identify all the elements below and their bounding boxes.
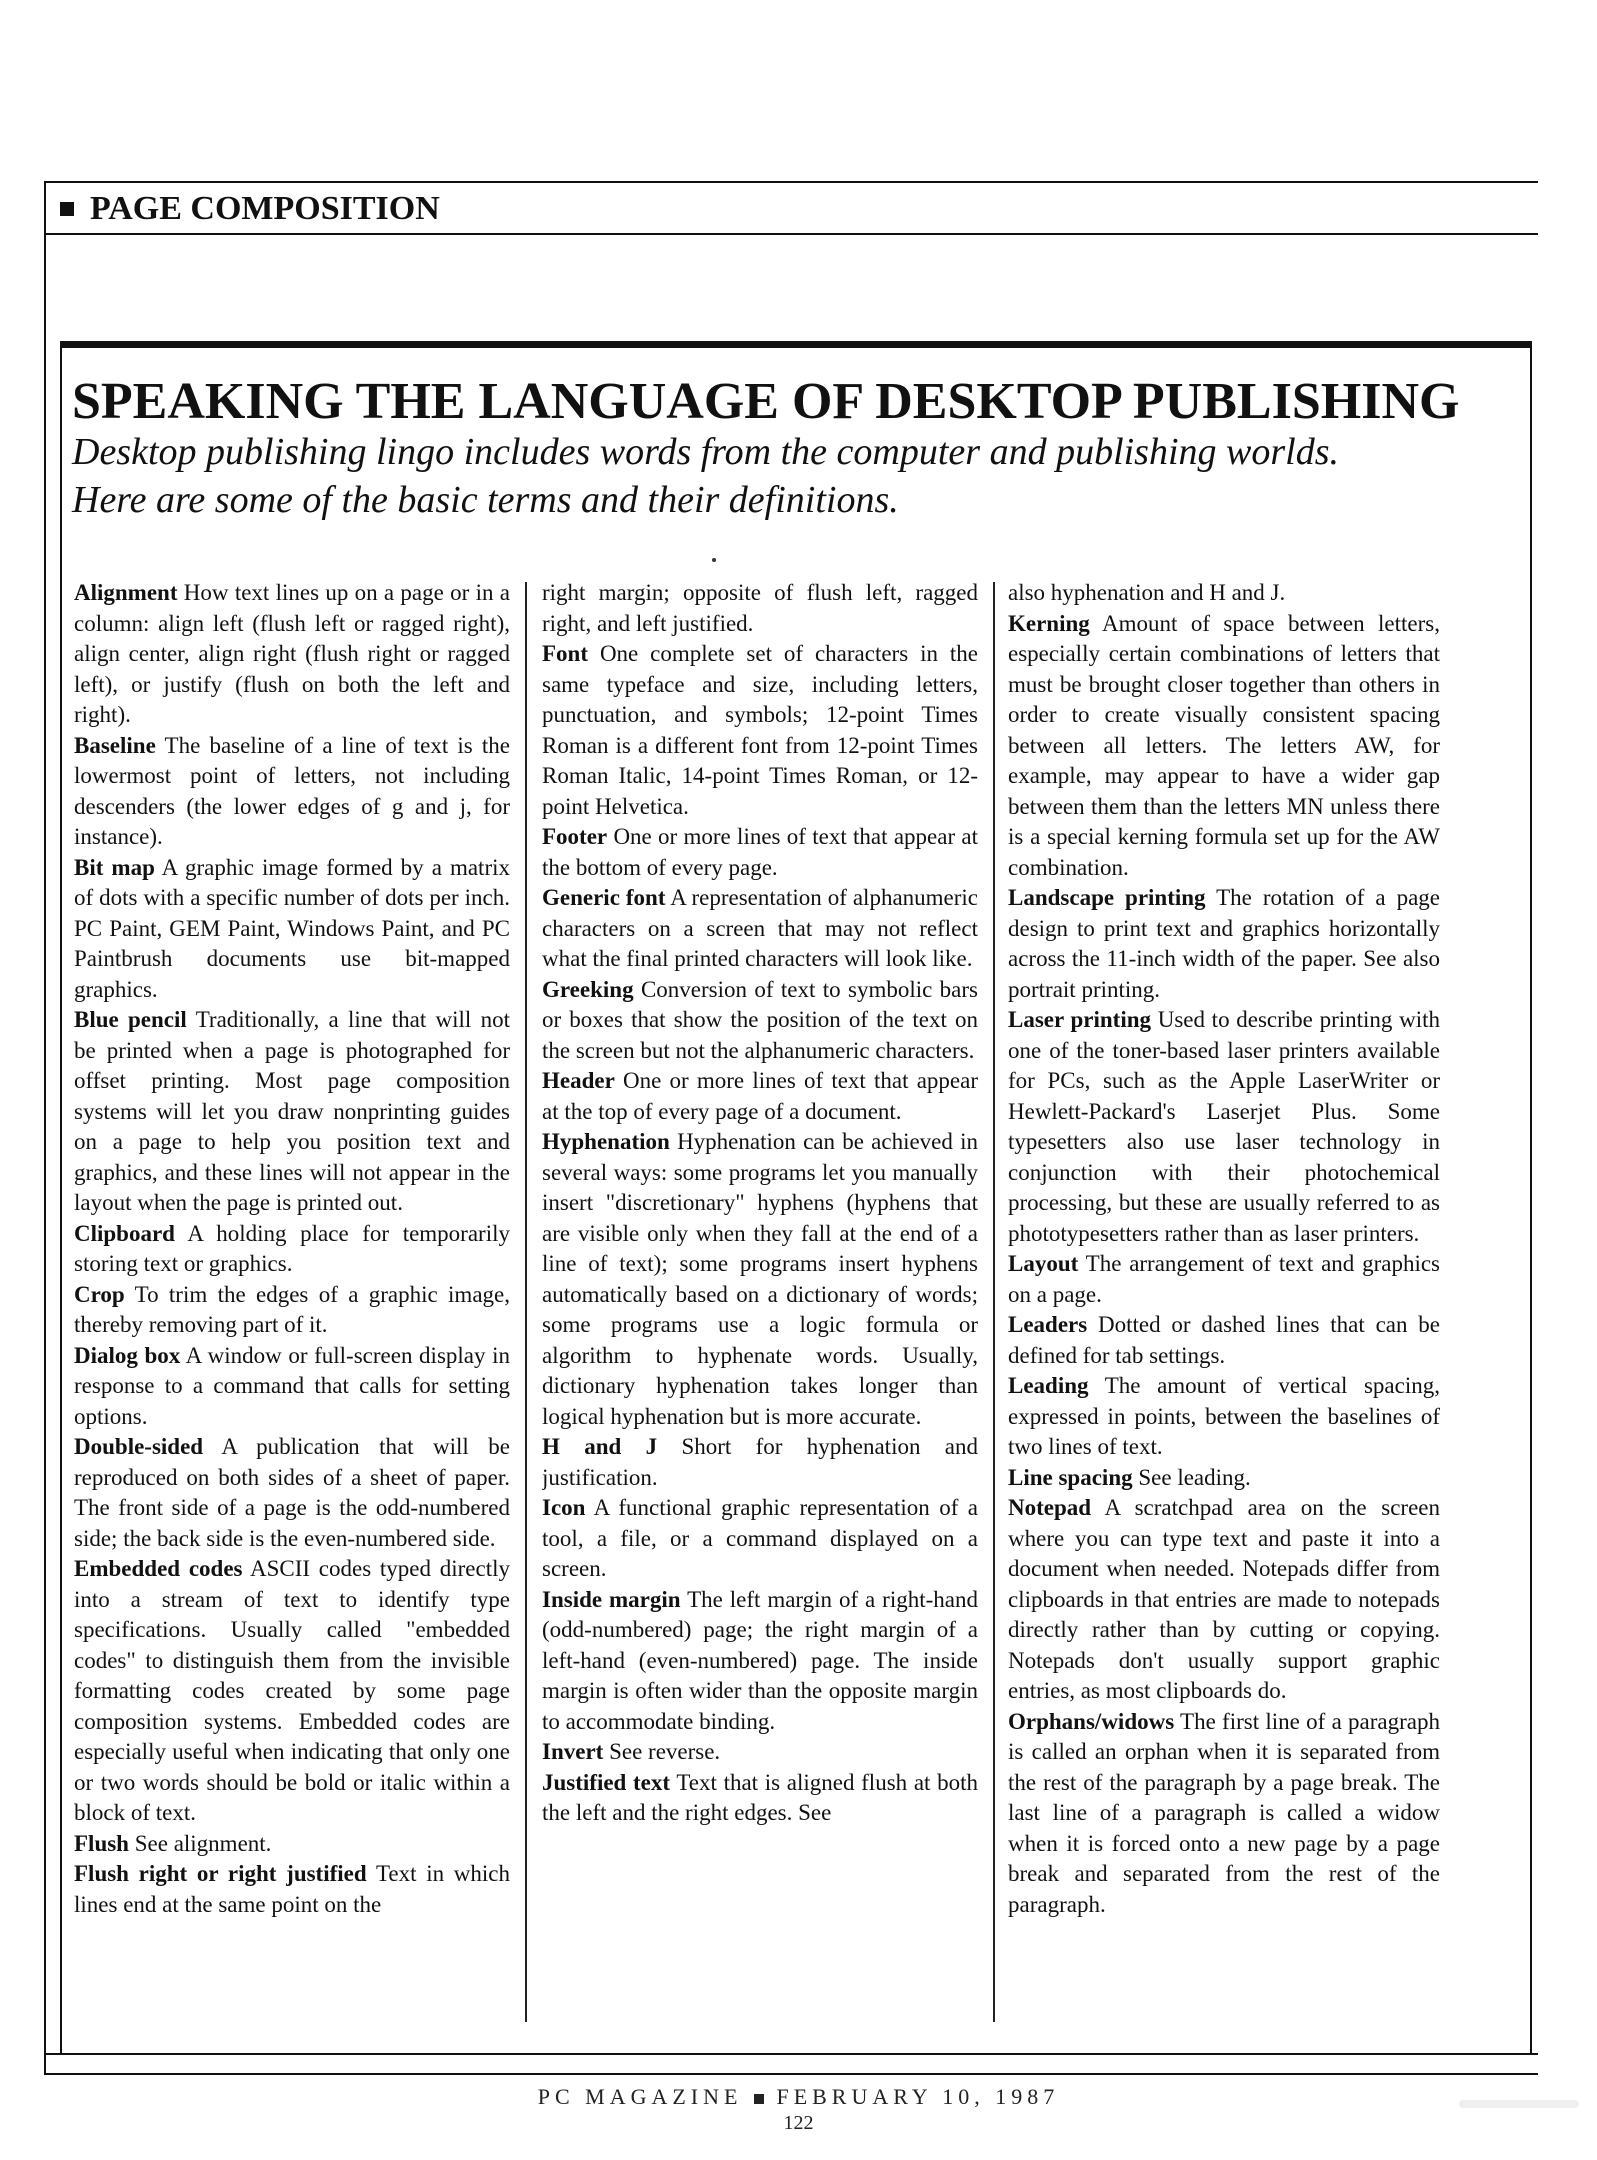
- glossary-term: Leading: [1008, 1373, 1089, 1398]
- article-title: SPEAKING THE LANGUAGE OF DESKTOP PUBLISHING: [72, 373, 1460, 430]
- glossary-entry: [1008, 609, 1440, 884]
- glossary-definition: Dotted or dashed lines that can be defined for tab settings.: [1008, 1312, 1440, 1368]
- article-heavy-rule: [60, 341, 1532, 348]
- glossary-term: Clipboard: [74, 1220, 175, 1246]
- glossary-entry: [542, 1737, 978, 1768]
- glossary-definition: Text that is aligned flush at both the left and the right edges. See: [542, 1769, 978, 1825]
- section-label-text: PAGE COMPOSITION: [90, 190, 440, 227]
- glossary-definition: A window or full-screen display in response to a command that calls for setting options.: [74, 1342, 510, 1429]
- page-footer: [0, 2084, 1597, 2110]
- glossary-entry: [542, 1585, 978, 1738]
- glossary-entry: [542, 1493, 978, 1585]
- glossary-definition: A functional graphic representation of a tool, a file, or a command displayed on a screen.: [542, 1495, 978, 1581]
- column-divider-2: [993, 582, 995, 2022]
- glossary-definition: The baseline of a line of text is the lowermost point of letters, not including descenders (the lower edges of g and j, for instance).: [74, 732, 510, 849]
- glossary-definition: To trim the edges of a graphic image, thereby removing part of it.: [74, 1281, 510, 1337]
- glossary-definition: Text in which lines end at the same point on the: [74, 1861, 510, 1917]
- glossary-term: Alignment: [74, 580, 178, 605]
- glossary-term: Crop: [74, 1281, 125, 1307]
- glossary-entry: [542, 1432, 978, 1493]
- glossary-entry: [1008, 883, 1440, 1005]
- footer-square-icon: [754, 2094, 764, 2104]
- glossary-entry: [1008, 578, 1440, 609]
- glossary-term: Leaders: [1008, 1312, 1088, 1337]
- glossary-definition: The arrangement of text and graphics on a page.: [1008, 1251, 1440, 1307]
- glossary-term: Icon: [542, 1495, 586, 1520]
- glossary-term: Bit map: [74, 854, 155, 880]
- glossary-entry: [74, 1432, 510, 1554]
- glossary-definition: A representation of alphanumeric characters on a screen that may not reflect what the final printed characters will look like.: [542, 885, 978, 971]
- glossary-term: Blue pencil: [74, 1007, 187, 1032]
- glossary-entry: [1008, 1493, 1440, 1707]
- glossary-definition: One or more lines of text that appear at the top of every page of a document.: [542, 1068, 978, 1124]
- footer-date: FEBRUARY 10, 1987: [776, 2084, 1060, 2109]
- glossary-term: Orphans/widows: [1008, 1708, 1175, 1734]
- glossary-entry: [74, 1341, 510, 1433]
- glossary-term: Inside margin: [542, 1586, 681, 1612]
- glossary-column-3: [1008, 578, 1440, 2018]
- glossary-entry: [74, 1219, 510, 1280]
- glossary-definition: See alignment.: [134, 1830, 272, 1856]
- glossary-term: Font: [542, 641, 588, 666]
- left-frame-rule: [44, 181, 46, 2075]
- glossary-entry: [542, 1127, 978, 1432]
- section-label: [60, 190, 440, 228]
- glossary-entry: [542, 1768, 978, 1829]
- glossary-term: Generic font: [542, 885, 666, 910]
- glossary-definition: Amount of space between letters, especially certain combinations of letters that must be brought closer together than others in order to create visually consistent spacing between all letters. The letters AW, for example, may appear to have a wider gap between them than the letters MN unless there is a special kerning formula set up for the AW combination.: [1008, 610, 1440, 880]
- section-bottom-rule: [44, 233, 1538, 235]
- glossary-definition: The rotation of a page design to print text and graphics horizontally across the 11-inch width of the paper. See also portrait printing.: [1008, 885, 1440, 1002]
- glossary-definition: ASCII codes typed directly into a stream of text to identify type specifications. Usually called "embedded codes" to distinguish them from the invisible formatting codes created by some page composition systems. Embedded codes are especially useful when indicating that only one or two words should be bold or italic within a block of text.: [74, 1556, 510, 1825]
- glossary-entry: [74, 1005, 510, 1219]
- glossary-term: Line spacing: [1008, 1464, 1133, 1490]
- glossary-entry: [542, 639, 978, 822]
- glossary-entry: [1008, 1371, 1440, 1463]
- glossary-column-1: [74, 578, 510, 2018]
- top-rule: [44, 181, 1538, 183]
- glossary-definition: The left margin of a right-hand (odd-numbered) page; the right margin of a left-hand (even-numbered) page. The inside margin is often wider than the opposite margin to accommodate binding.: [542, 1586, 978, 1734]
- glossary-entry: [542, 578, 978, 639]
- glossary-term: H and J: [542, 1434, 658, 1459]
- glossary-term: Dialog box: [74, 1342, 181, 1368]
- glossary-definition: A graphic image formed by a matrix of dots with a specific number of dots per inch. PC Paint, GEM Paint, Windows Paint, and PC Paintbrush documents use bit-mapped graphics.: [74, 854, 510, 1002]
- glossary-term: Header: [542, 1068, 615, 1093]
- glossary-definition: See reverse.: [609, 1739, 721, 1764]
- article-box-right: [1530, 341, 1532, 2055]
- glossary-entry: [1008, 1707, 1440, 1921]
- article-box-left: [60, 341, 62, 2055]
- column-divider-1: [525, 582, 527, 2022]
- glossary-entry: [1008, 1463, 1440, 1494]
- glossary-term: Landscape printing: [1008, 885, 1206, 910]
- glossary-entry: [74, 853, 510, 1006]
- glossary-entry: [542, 822, 978, 883]
- glossary-definition: Traditionally, a line that will not be printed when a page is photographed for offset printing. Most page composition systems will let you draw nonprinting guides on a page to help you position text and graphics, and these lines will not appear in the layout when the page is printed out.: [74, 1007, 510, 1215]
- glossary-term: Hyphenation: [542, 1129, 670, 1154]
- glossary-definition: A publication that will be reproduced on both sides of a sheet of paper. The front side of a page is the odd-numbered side; the back side is the even-numbered side.: [74, 1434, 510, 1551]
- glossary-entry: [1008, 1005, 1440, 1249]
- glossary-definition: also hyphenation and H and J.: [1008, 580, 1286, 605]
- glossary-definition: One complete set of characters in the same typeface and size, including letters, punctuation, and symbols; 12-point Times Roman is a different font from 12-point Times Roman Italic, 14-point Times Roman, or 12-point Helvetica.: [542, 641, 978, 819]
- glossary-entry: [542, 1066, 978, 1127]
- glossary-definition: A scratchpad area on the screen where you can type text and paste it into a document when needed. Notepads differ from clipboards in that entries are made to notepads directly rather than by cutting or copying. Notepads don't usually support graphic entries, as most clipboards do.: [1008, 1495, 1440, 1703]
- glossary-entry: [74, 1859, 510, 1920]
- glossary-entry: [74, 731, 510, 853]
- glossary-term: Kerning: [1008, 610, 1090, 636]
- glossary-definition: One or more lines of text that appear at the bottom of every page.: [542, 824, 978, 880]
- page-bottom-rule: [44, 2073, 1538, 2075]
- glossary-definition: How text lines up on a page or in a column: align left (flush left or ragged right), align center, align right (flush right or ragged left), or justify (flush on both the left and right).: [74, 580, 510, 727]
- scan-smudge: [1459, 2100, 1579, 2108]
- glossary-entry: [542, 975, 978, 1067]
- stray-dot: [712, 558, 716, 562]
- page-number: 122: [783, 2112, 814, 2134]
- glossary-term: Flush right or right justified: [74, 1861, 367, 1886]
- glossary-column-2: [542, 578, 978, 2018]
- glossary-definition: right margin; opposite of flush left, ragged right, and left justified.: [542, 580, 978, 636]
- glossary-definition: See leading.: [1138, 1464, 1251, 1490]
- glossary-term: Invert: [542, 1739, 604, 1764]
- glossary-entry: [74, 578, 510, 731]
- glossary-entry: [1008, 1249, 1440, 1310]
- glossary-term: Notepad: [1008, 1495, 1092, 1520]
- section-bullet-icon: [60, 202, 74, 216]
- glossary-definition: Conversion of text to symbolic bars or boxes that show the position of the text on the screen but not the alphanumeric characters.: [542, 976, 978, 1063]
- glossary-term: Laser printing: [1008, 1007, 1152, 1032]
- glossary-definition: The first line of a paragraph is called an orphan when it is separated from the rest of the paragraph by a page break. The last line of a paragraph is called a widow when it is forced onto a new page by a page break and separated from the rest of the paragraph.: [1008, 1708, 1440, 1917]
- glossary-entry: [542, 883, 978, 975]
- glossary-term: Double-sided: [74, 1434, 204, 1459]
- glossary-term: Greeking: [542, 976, 634, 1002]
- glossary-entry: [74, 1829, 510, 1860]
- glossary-definition: Short for hyphenation and justification.: [542, 1434, 978, 1490]
- glossary-term: Flush: [74, 1830, 129, 1856]
- glossary-definition: A holding place for temporarily storing text or graphics.: [74, 1220, 510, 1276]
- glossary-term: Embedded codes: [74, 1556, 243, 1581]
- glossary-term: Layout: [1008, 1251, 1079, 1276]
- glossary-entry: [1008, 1310, 1440, 1371]
- article-deck: Desktop publishing lingo includes words from the computer and publishing worlds. Here are some of the basic terms and their definitions.: [72, 431, 1340, 521]
- glossary-definition: The amount of vertical spacing, expressed in points, between the baselines of two lines of text.: [1008, 1373, 1440, 1459]
- glossary-term: Baseline: [74, 732, 156, 758]
- footer-publication: PC MAGAZINE: [537, 2084, 743, 2109]
- glossary-term: Footer: [542, 824, 608, 849]
- glossary-definition: Used to describe printing with one of the toner-based laser printers available for PCs, such as the Apple LaserWriter or Hewlett-Packard's Laserjet Plus. Some typesetters also use laser technology in conjunction with their photochemical processing, but these are usually referred to as phototypesetters rather than as laser printers.: [1008, 1007, 1440, 1246]
- glossary-entry: [74, 1554, 510, 1829]
- glossary-entry: [74, 1280, 510, 1341]
- article-box-bottom: [44, 2053, 1538, 2055]
- glossary-definition: Hyphenation can be achieved in several ways: some programs let you manually insert "discretionary" hyphens (hyphens that are visible only when they fall at the end of a line of text); some programs insert hyphens automatically based on a dictionary of words; some programs use a logic formula or algorithm to hyphenate words. Usually, dictionary hyphenation takes longer than logical hyphenation but is more accurate.: [542, 1129, 978, 1429]
- glossary-term: Justified text: [542, 1769, 671, 1795]
